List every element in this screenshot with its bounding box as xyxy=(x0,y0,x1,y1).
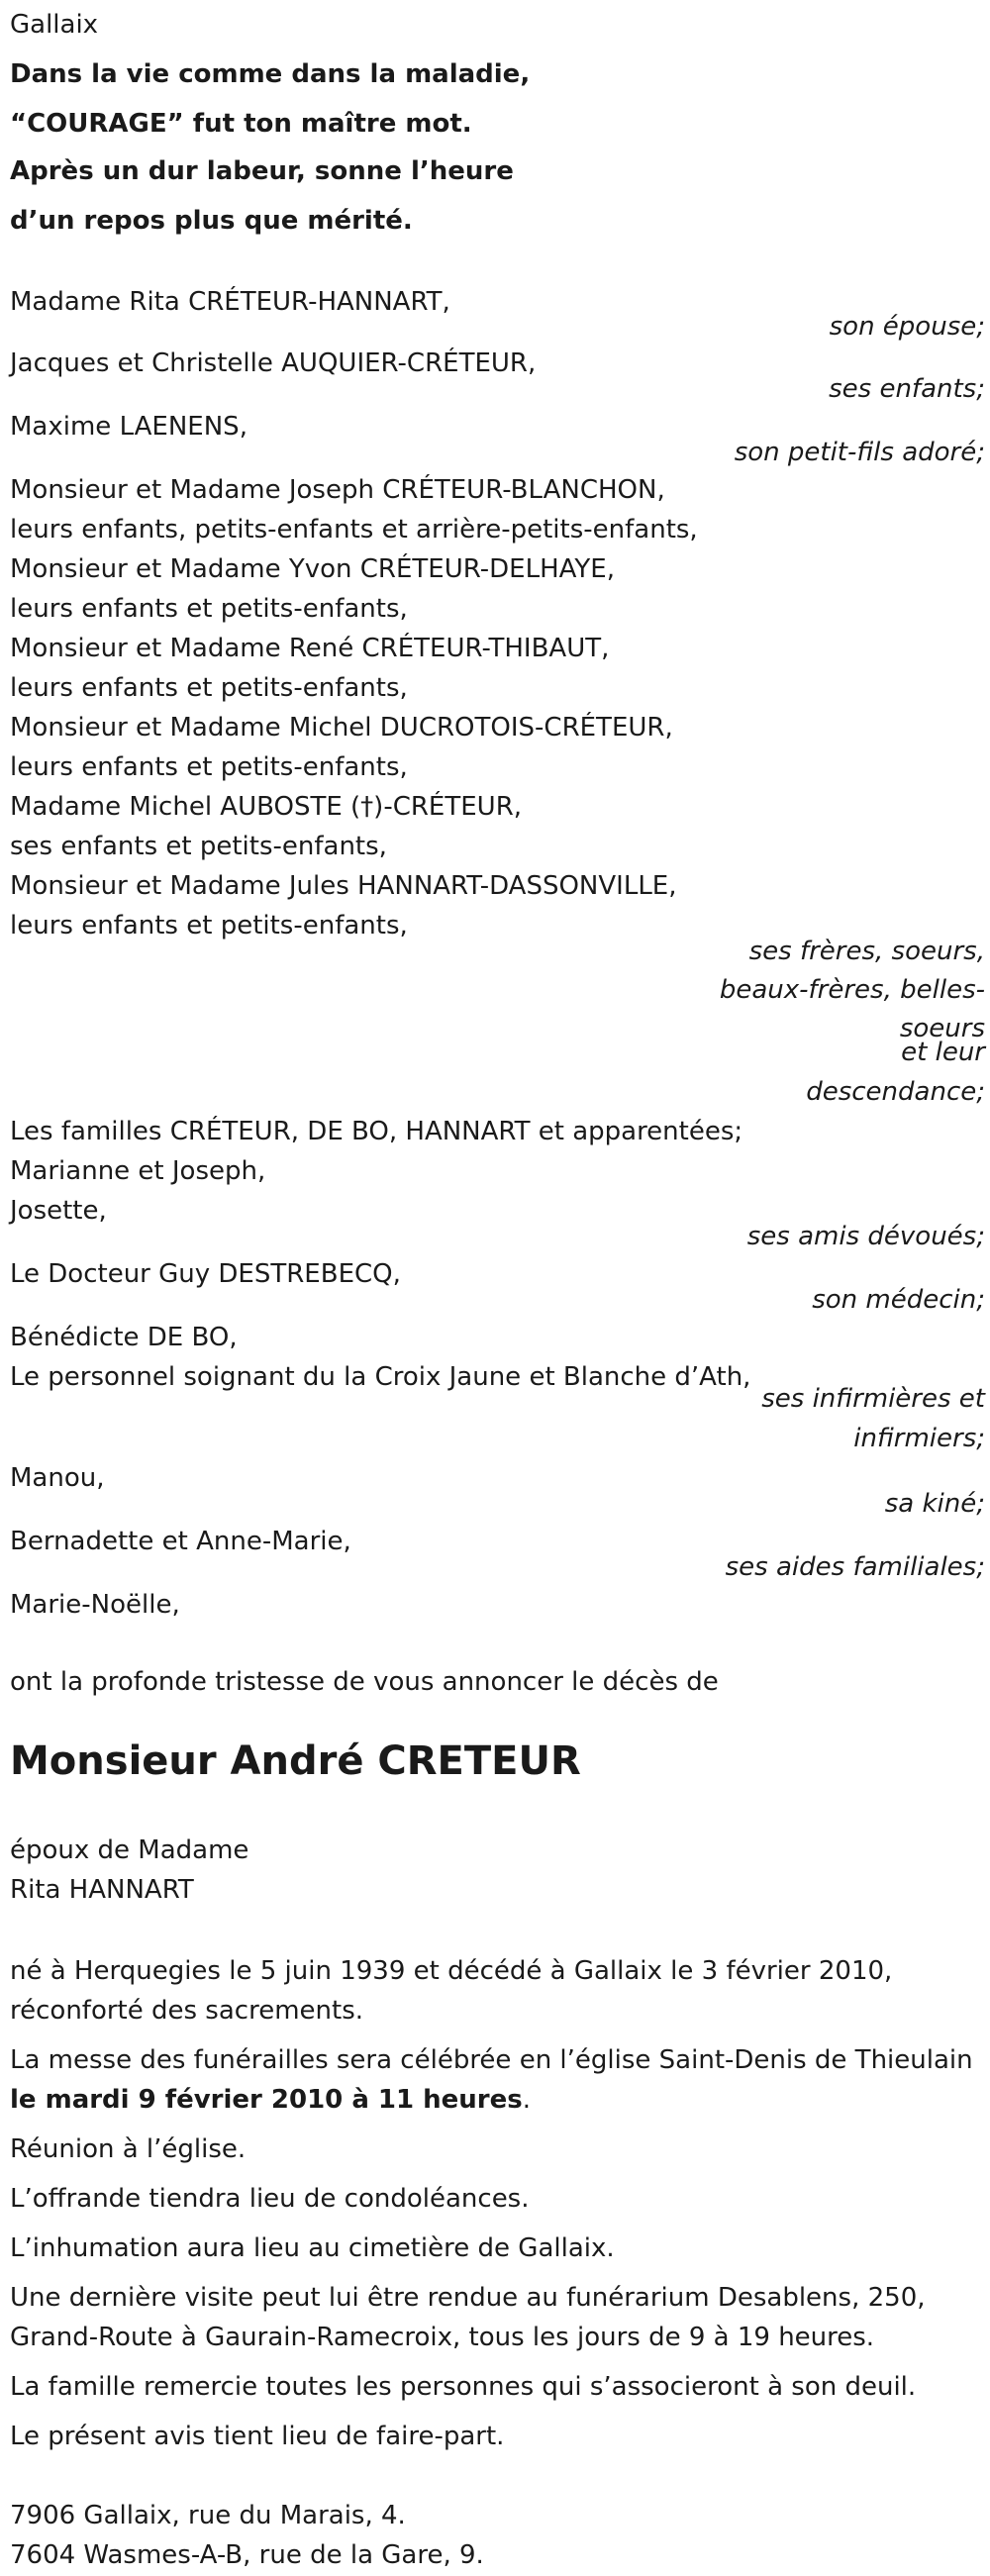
friend-line: Marianne et Joseph, xyxy=(10,1156,266,1186)
last-mourner: Marie-Noëlle, xyxy=(10,1590,180,1620)
kine-role: sa kiné; xyxy=(884,1489,985,1519)
mass-date-end: . xyxy=(522,2085,532,2115)
nurses-role-line: ses infirmières et xyxy=(761,1384,985,1414)
children-role: ses enfants; xyxy=(829,374,985,404)
spouse-line: Rita HANNART xyxy=(10,1875,194,1905)
notice-line: Le présent avis tient lieu de faire-part. xyxy=(10,2422,505,2451)
grandson-name: Maxime LAENENS, xyxy=(10,412,248,442)
burial-line: L’inhumation aura lieu au cimetière de Gallaix. xyxy=(10,2233,615,2263)
grandson-role: son petit-fils adoré; xyxy=(734,438,985,467)
siblings-role-line: descendance; xyxy=(806,1077,985,1107)
mass-date: le mardi 9 février 2010 à 11 heures xyxy=(10,2085,523,2115)
sibling-line: Monsieur et Madame Joseph CRÉTEUR-BLANCHON, xyxy=(10,475,665,505)
spouse-line: époux de Madame xyxy=(10,1835,249,1865)
wife-role: son épouse; xyxy=(829,312,985,342)
meeting-line: Réunion à l’église. xyxy=(10,2134,247,2164)
mass-line: La messe des funérailles sera célébrée en l’église Saint-Denis de Thieulain xyxy=(10,2045,973,2075)
sibling-line: Monsieur et Madame Yvon CRÉTEUR-DELHAYE, xyxy=(10,554,615,584)
nurses-role-line: infirmiers; xyxy=(853,1424,985,1453)
friend-line: Josette, xyxy=(10,1196,107,1226)
sacrament-line: réconforté des sacrements. xyxy=(10,1996,364,2026)
kine-name: Manou, xyxy=(10,1463,105,1493)
families-line: Les familles CRÉTEUR, DE BO, HANNART et apparentées; xyxy=(10,1117,743,1146)
helpers-name: Bernadette et Anne-Marie, xyxy=(10,1527,351,1556)
birth-line: né à Herquegies le 5 juin 1939 et décédé à Gallaix le 3 février 2010, xyxy=(10,1956,893,1986)
poem-line: Dans la vie comme dans la maladie, xyxy=(10,59,531,89)
sibling-line: leurs enfants et petits-enfants, xyxy=(10,594,408,624)
siblings-role-line: soeurs xyxy=(899,1014,985,1043)
nurse-line: Le personnel soignant du la Croix Jaune et Blanche d’Ath, xyxy=(10,1362,751,1392)
deceased-name: Monsieur André CRETEUR xyxy=(10,1738,581,1784)
siblings-role-line: ses frères, soeurs, xyxy=(748,937,985,966)
sibling-line: Monsieur et Madame Jules HANNART-DASSONVILLE, xyxy=(10,871,677,901)
siblings-role-line: beaux-frères, belles- xyxy=(719,975,985,1005)
helpers-role: ses aides familiales; xyxy=(725,1552,985,1582)
place-name: Gallaix xyxy=(10,10,99,40)
sibling-line: leurs enfants et petits-enfants, xyxy=(10,752,408,782)
sibling-line: ses enfants et petits-enfants, xyxy=(10,832,387,861)
sibling-line: Monsieur et Madame René CRÉTEUR-THIBAUT, xyxy=(10,634,610,663)
thanks-line: La famille remercie toutes les personnes qui s’associeront à son deuil. xyxy=(10,2372,917,2402)
visit-line: Grand-Route à Gaurain-Ramecroix, tous les jours de 9 à 19 heures. xyxy=(10,2323,875,2352)
sibling-line: leurs enfants, petits-enfants et arrière-petits-enfants, xyxy=(10,515,698,545)
visit-line: Une dernière visite peut lui être rendue au funérarium Desablens, 250, xyxy=(10,2283,926,2313)
address-line: 7604 Wasmes-A-B, rue de la Gare, 9. xyxy=(10,2540,484,2570)
poem-line: Après un dur labeur, sonne l’heure xyxy=(10,156,514,186)
siblings-role-line: et leur xyxy=(901,1038,985,1067)
wife-name: Madame Rita CRÉTEUR-HANNART, xyxy=(10,287,450,317)
sibling-line: leurs enfants et petits-enfants, xyxy=(10,911,408,941)
sibling-line: leurs enfants et petits-enfants, xyxy=(10,673,408,703)
children-name: Jacques et Christelle AUQUIER-CRÉTEUR, xyxy=(10,348,537,378)
sibling-line: Monsieur et Madame Michel DUCROTOIS-CRÉTEUR, xyxy=(10,713,673,743)
poem-line: “COURAGE” fut ton maître mot. xyxy=(10,109,472,139)
doctor-role: son médecin; xyxy=(812,1285,985,1315)
announcement: ont la profonde tristesse de vous annoncer le décès de xyxy=(10,1667,719,1697)
poem-line: d’un repos plus que mérité. xyxy=(10,206,413,236)
friends-role: ses amis dévoués; xyxy=(746,1222,985,1251)
mass-date-line xyxy=(10,2085,531,2115)
doctor-name: Le Docteur Guy DESTREBECQ, xyxy=(10,1259,401,1289)
offering-line: L’offrande tiendra lieu de condoléances. xyxy=(10,2184,530,2214)
nurse-line: Bénédicte DE BO, xyxy=(10,1323,238,1352)
address-line: 7906 Gallaix, rue du Marais, 4. xyxy=(10,2501,406,2530)
sibling-line: Madame Michel AUBOSTE (†)-CRÉTEUR, xyxy=(10,792,523,822)
